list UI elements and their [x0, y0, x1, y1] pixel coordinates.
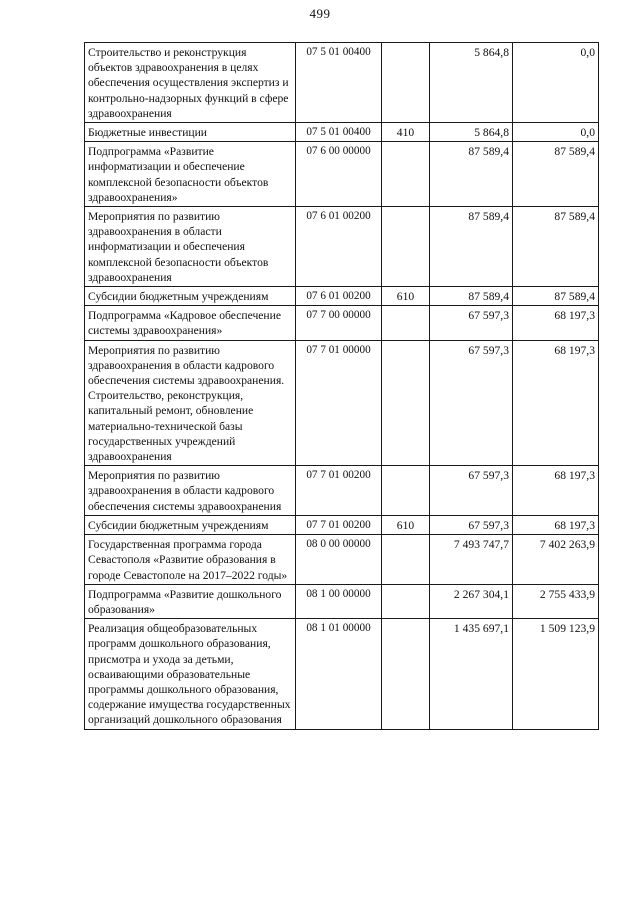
- row-code: 08 1 00 00000: [296, 584, 382, 618]
- row-expense-type: [382, 207, 430, 287]
- row-expense-type: [382, 466, 430, 516]
- row-expense-type: 610: [382, 515, 430, 534]
- row-code: 07 6 00 00000: [296, 142, 382, 207]
- row-amount-year1: 87 589,4: [430, 207, 513, 287]
- row-expense-type: [382, 535, 430, 585]
- row-amount-year1: 67 597,3: [430, 306, 513, 340]
- row-expense-type: 410: [382, 123, 430, 142]
- row-code: 07 6 01 00200: [296, 207, 382, 287]
- row-amount-year1: 87 589,4: [430, 287, 513, 306]
- row-amount-year1: 5 864,8: [430, 123, 513, 142]
- row-amount-year2: 0,0: [513, 123, 599, 142]
- row-code: 08 1 01 00000: [296, 619, 382, 729]
- table-row: [85, 619, 599, 729]
- row-name: Подпрограмма «Кадровое обеспечение системы здравоохранения»: [85, 306, 296, 340]
- row-expense-type: [382, 619, 430, 729]
- table-row: [85, 142, 599, 207]
- row-code: 07 6 01 00200: [296, 287, 382, 306]
- row-code: 07 7 00 00000: [296, 306, 382, 340]
- row-name: Государственная программа города Севастополя «Развитие образования в городе Севастополе на 2017–2022 годы»: [85, 535, 296, 585]
- row-amount-year2: 7 402 263,9: [513, 535, 599, 585]
- table-row: [85, 287, 599, 306]
- row-amount-year2: 87 589,4: [513, 142, 599, 207]
- row-amount-year2: 87 589,4: [513, 207, 599, 287]
- row-expense-type: [382, 142, 430, 207]
- row-code: 07 5 01 00400: [296, 123, 382, 142]
- table-row: [85, 123, 599, 142]
- table-row: [85, 207, 599, 287]
- table-row: [85, 584, 599, 618]
- row-amount-year2: 68 197,3: [513, 306, 599, 340]
- row-name: Реализация общеобразовательных программ дошкольного образования, присмотра и ухода за детьми, осваивающими образовательные программы дошкольного образования, содержание имущества государственных организаций дошкольного образования: [85, 619, 296, 729]
- row-name: Мероприятия по развитию здравоохранения в области кадрового обеспечения системы здравоохранения. Строительство, реконструкция, капитальный ремонт, обновление материально-технической базы государственных учреждений здравоохранения: [85, 340, 296, 466]
- row-amount-year2: 68 197,3: [513, 515, 599, 534]
- row-name: Подпрограмма «Развитие дошкольного образования»: [85, 584, 296, 618]
- row-expense-type: [382, 340, 430, 466]
- table-row: [85, 306, 599, 340]
- row-amount-year1: 5 864,8: [430, 43, 513, 123]
- row-code: 07 7 01 00200: [296, 515, 382, 534]
- row-amount-year1: 2 267 304,1: [430, 584, 513, 618]
- row-amount-year2: 2 755 433,9: [513, 584, 599, 618]
- row-amount-year2: 1 509 123,9: [513, 619, 599, 729]
- row-amount-year2: 68 197,3: [513, 340, 599, 466]
- row-amount-year1: 67 597,3: [430, 340, 513, 466]
- page-number: 499: [309, 6, 331, 21]
- row-name: Мероприятия по развитию здравоохранения в области кадрового обеспечения системы здравоохранения: [85, 466, 296, 516]
- row-amount-year1: 87 589,4: [430, 142, 513, 207]
- table-row: [85, 43, 599, 123]
- row-name: Строительство и реконструкция объектов здравоохранения в целях обеспечения осуществления экспертиз и контрольно-надзорных функций в сфере здравоохранения: [85, 43, 296, 123]
- table-row: [85, 466, 599, 516]
- row-name: Субсидии бюджетным учреждениям: [85, 287, 296, 306]
- row-expense-type: 610: [382, 287, 430, 306]
- table-row: [85, 535, 599, 585]
- row-expense-type: [382, 306, 430, 340]
- row-expense-type: [382, 43, 430, 123]
- row-expense-type: [382, 584, 430, 618]
- row-amount-year2: 68 197,3: [513, 466, 599, 516]
- row-name: Субсидии бюджетным учреждениям: [85, 515, 296, 534]
- row-code: 07 7 01 00200: [296, 466, 382, 516]
- row-code: 07 5 01 00400: [296, 43, 382, 123]
- row-amount-year2: 0,0: [513, 43, 599, 123]
- row-name: Мероприятия по развитию здравоохранения в области информатизации и обеспечения комплексной безопасности объектов здравоохранения: [85, 207, 296, 287]
- row-code: 07 7 01 00000: [296, 340, 382, 466]
- row-amount-year1: 7 493 747,7: [430, 535, 513, 585]
- table-row: [85, 515, 599, 534]
- row-name: Бюджетные инвестиции: [85, 123, 296, 142]
- row-amount-year2: 87 589,4: [513, 287, 599, 306]
- row-code: 08 0 00 00000: [296, 535, 382, 585]
- row-amount-year1: 67 597,3: [430, 515, 513, 534]
- row-amount-year1: 67 597,3: [430, 466, 513, 516]
- table-row: [85, 340, 599, 466]
- budget-table: [84, 42, 599, 730]
- row-name: Подпрограмма «Развитие информатизации и обеспечение комплексной безопасности объектов здравоохранения»: [85, 142, 296, 207]
- row-amount-year1: 1 435 697,1: [430, 619, 513, 729]
